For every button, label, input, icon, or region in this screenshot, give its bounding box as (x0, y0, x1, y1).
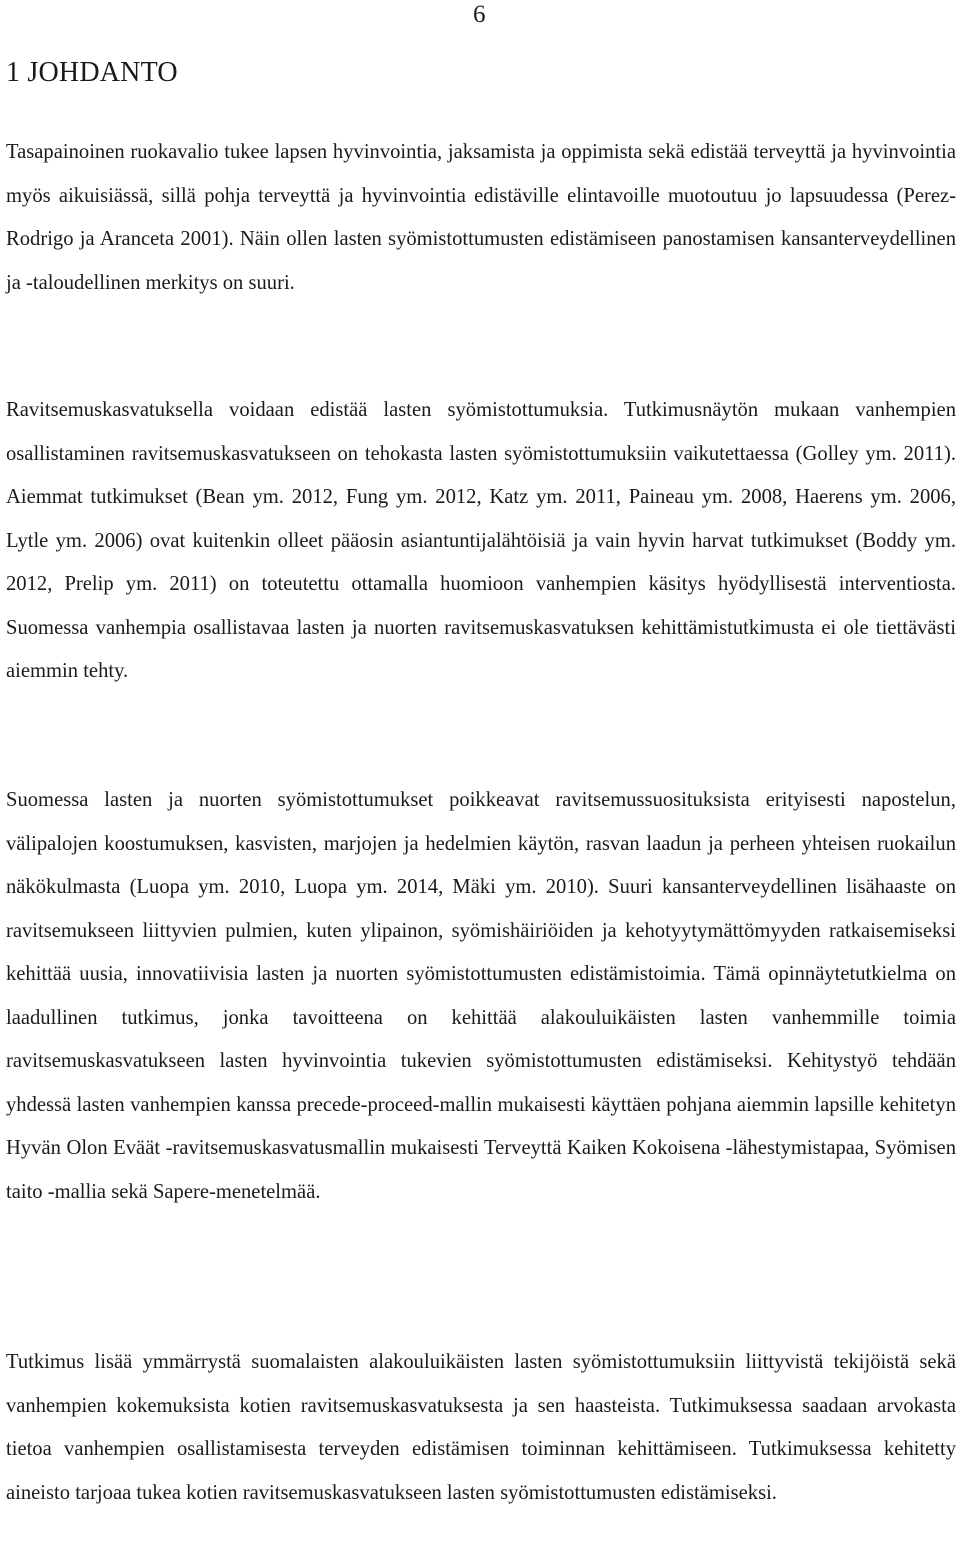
paragraph-4: Tutkimus lisää ymmärrystä suomalaisten alakouluikäisten lasten syömistottumuksiin liittyvistä tekijöistä sekä vanhempien kokemuksista kotien ravitsemuskasvatuksesta ja sen haasteista. Tutkimuksessa saadaan arvokasta tietoa vanhempien osallistamisesta terveyden edistämisen toiminnan kehittämiseen. Tutkimuksessa kehitetty aineisto tarjoaa tukea kotien ravitsemuskasvatukseen lasten syömistottumusten edistämiseksi. (6, 1351, 956, 1504)
page-number: 6 (473, 1, 486, 28)
paragraph-3: Suomessa lasten ja nuorten syömistottumukset poikkeavat ravitsemussuosituksista erityisesti napostelun, välipalojen koostumuksen, kasvisten, marjojen ja hedelmien käytön, rasvan laadun ja perheen yhteisen ruokailun näkökulmasta (Luopa ym. 2010, Luopa ym. 2014, Mäki ym. 2010). Suuri kansanterveydellinen lisähaaste on ravitsemukseen liittyvien pulmien, kuten ylipainon, syömishäiriöiden ja kehotyytymättömyyden ratkaisemiseksi kehittää uusia, innovatiivisia lasten ja nuorten syömistottumusten edistämistoimia. Tämä opinnäytetutkielma on laadullinen tutkimus, jonka tavoitteena on kehittää alakouluikäisten lasten vanhemmille toimia ravitsemuskasvatukseen lasten hyvinvointia tukevien syömistottumusten edistämiseksi. Kehitystyö tehdään yhdessä lasten vanhempien kanssa precede-proceed-mallin mukaisesti käyttäen pohjana aiemmin lapsille kehitetyn Hyvän Olon Eväät -ravitsemuskasvatusmallin mukaisesti Terveyttä Kaiken Kokoisena -lähestymistapaa, Syömisen taito -mallia sekä Sapere-menetelmää. (6, 789, 956, 1203)
chapter-heading: 1 JOHDANTO (6, 57, 178, 88)
paragraph-2: Ravitsemuskasvatuksella voidaan edistää lasten syömistottumuksia. Tutkimusnäytön mukaan vanhempien osallistaminen ravitsemuskasvatukseen on tehokasta lasten syömistottumuksiin vaikutettaessa (Golley ym. 2011). Aiemmat tutkimukset (Bean ym. 2012, Fung ym. 2012, Katz ym. 2011, Paineau ym. 2008, Haerens ym. 2006, Lytle ym. 2006) ovat kuitenkin olleet pääosin asiantuntijalähtöisiä ja vain hyvin harvat tutkimukset (Boddy ym. 2012, Prelip ym. 2011) on toteutettu ottamalla huomioon vanhempien käsitys hyödyllisestä interventiosta. Suomessa vanhempia osallistavaa lasten ja nuorten ravitsemuskasvatuksen kehittämistutkimusta ei ole tiettävästi aiemmin tehty. (6, 399, 956, 682)
paragraph-1: Tasapainoinen ruokavalio tukee lapsen hyvinvointia, jaksamista ja oppimista sekä edistää terveyttä ja hyvinvointia myös aikuisiässä, sillä pohja terveyttä ja hyvinvointia edistäville elintavoille muotoutuu jo lapsuudessa (Perez-Rodrigo ja Aranceta 2001). Näin ollen lasten syömistottumusten edistämiseen panostamisen kansanterveydellinen ja -taloudellinen merkitys on suuri. (6, 141, 956, 294)
